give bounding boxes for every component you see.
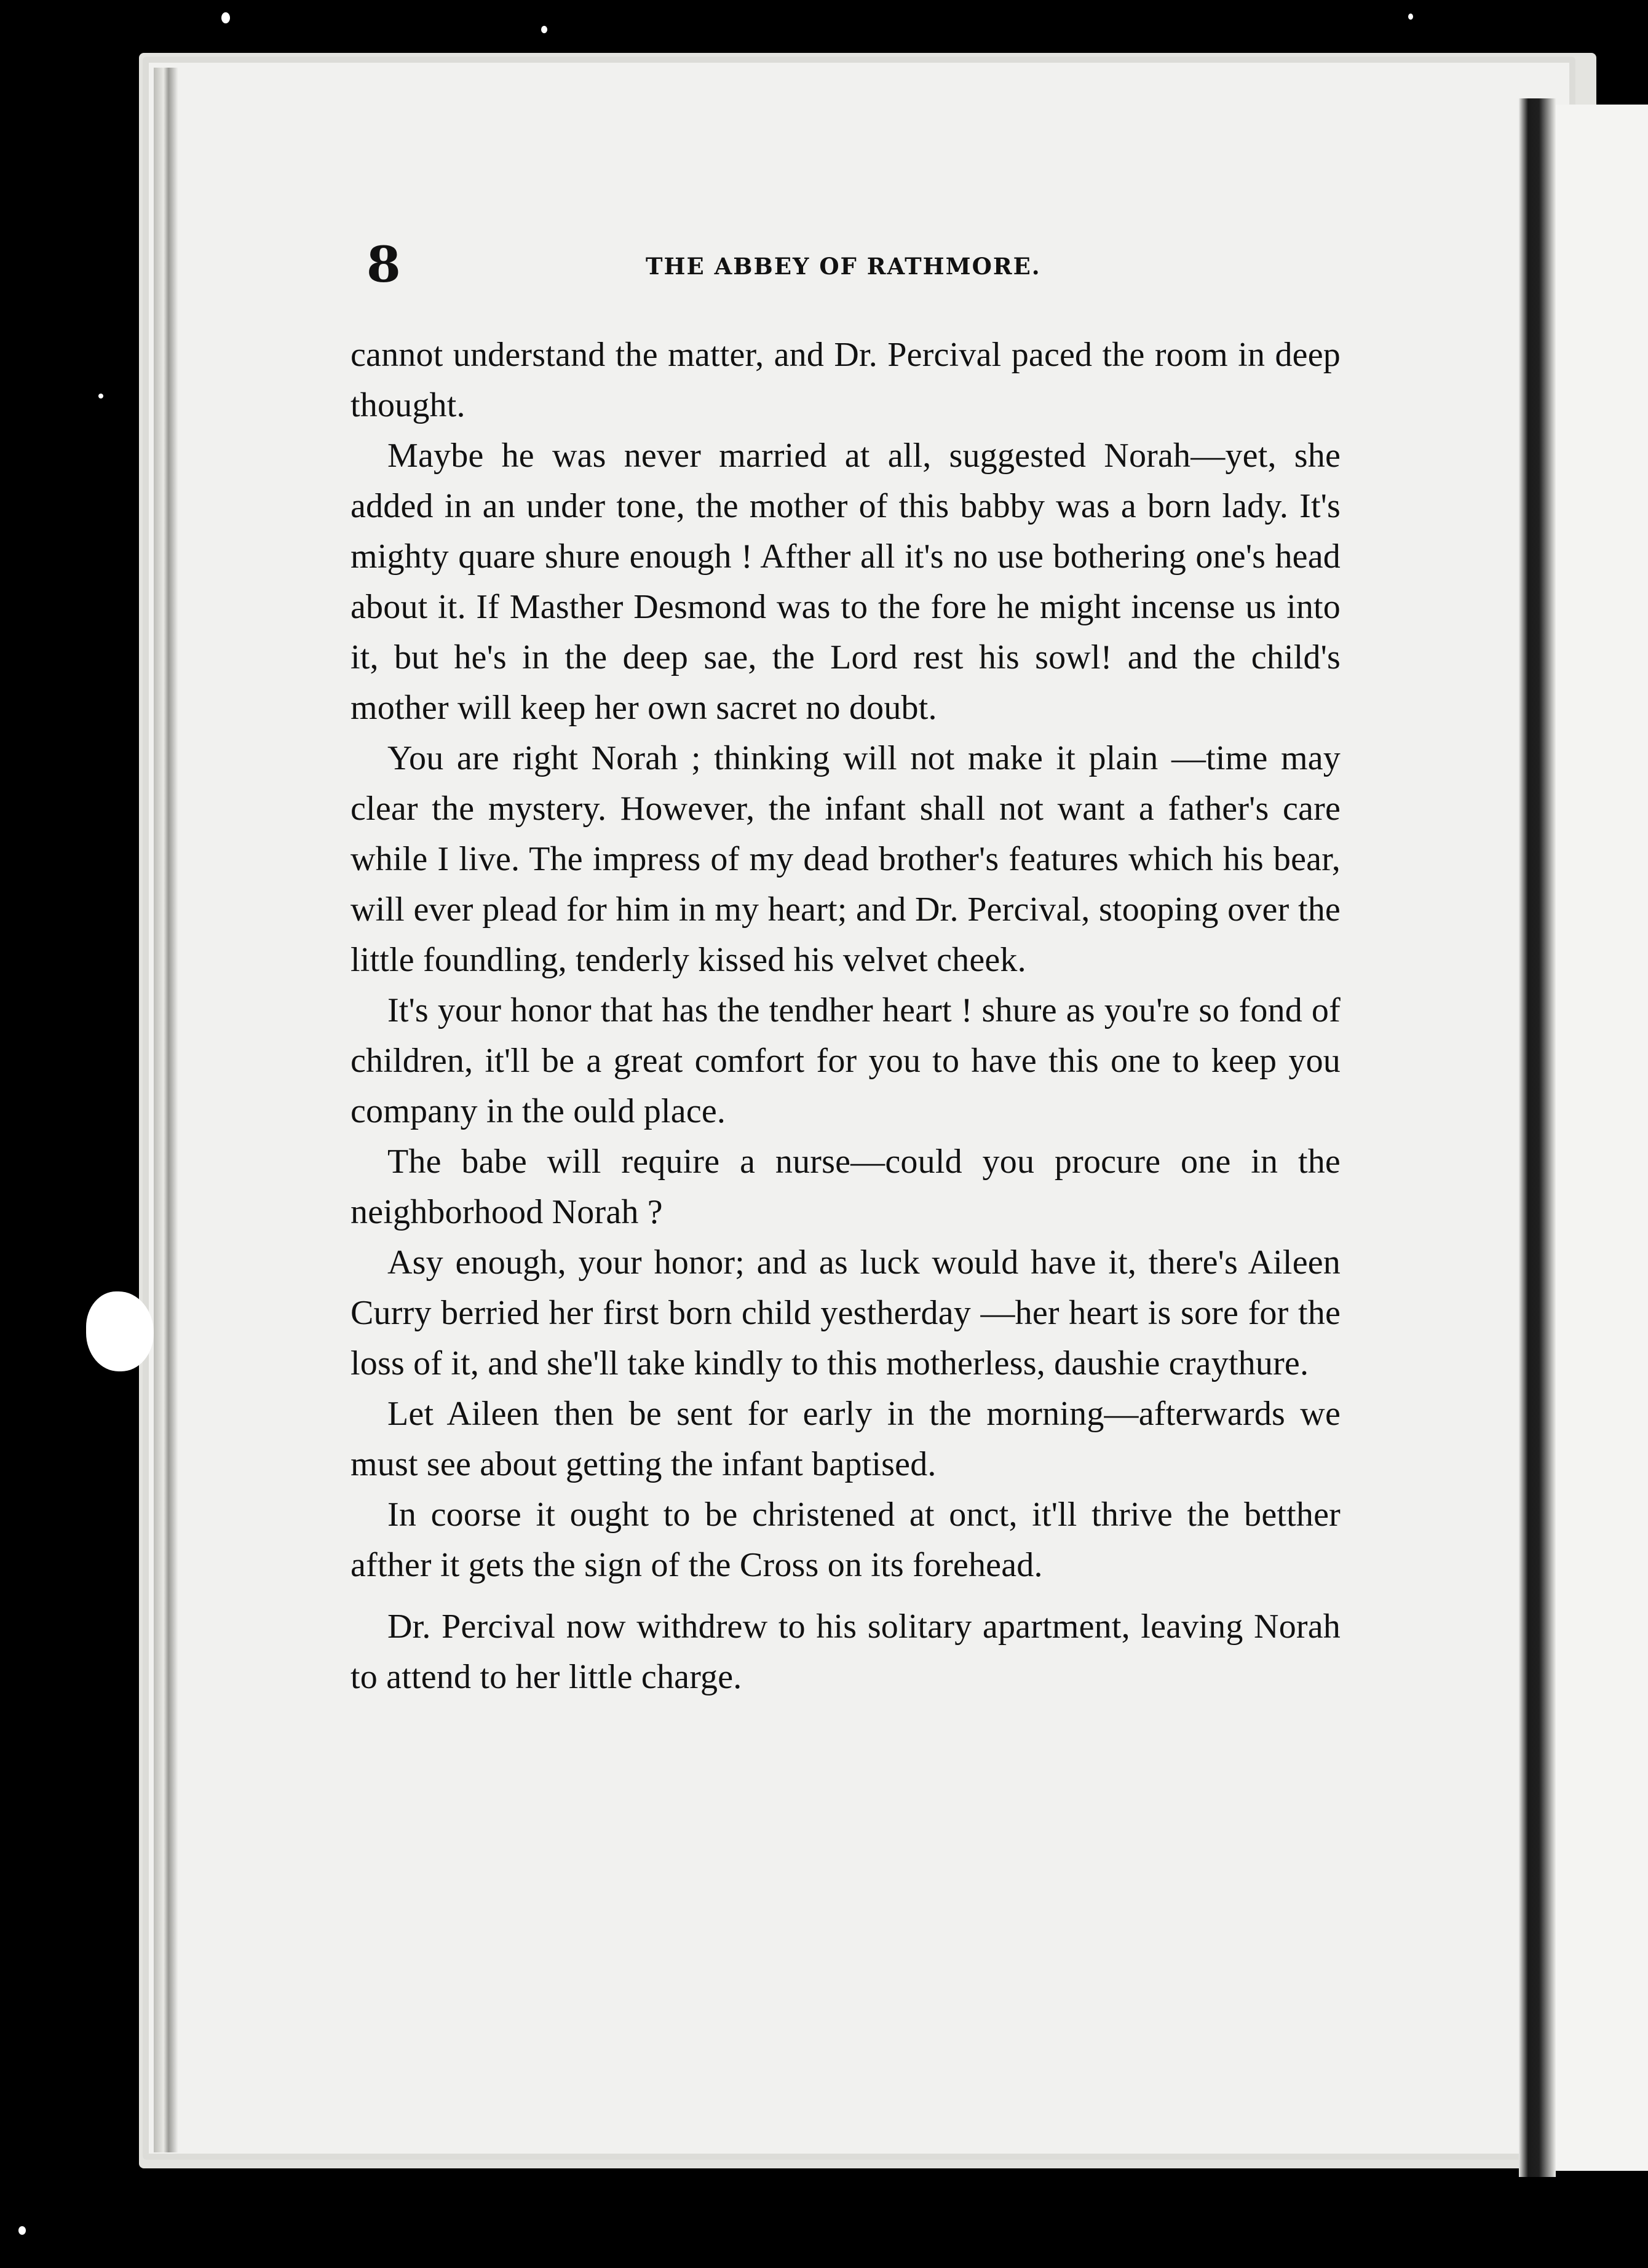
paragraph: Maybe he was never married at all, suggested Norah—yet, she added in an under tone, the mother of this babby was a born lady. It's mighty quare shure enough ! Afther all it's no use bothering one's head about it. If Masther Desmond was to the fore he might incense us into it, but he's in the deep sae, the Lord rest his sowl! and the child's mother will keep her own sacret no doubt. bbox=[351, 437, 1341, 727]
dust-speck bbox=[98, 394, 103, 398]
dust-speck bbox=[1408, 14, 1413, 20]
dust-speck bbox=[541, 26, 547, 33]
page-left-edge bbox=[154, 68, 178, 2152]
paragraph: The babe will require a nurse—could you procure one in the neighborhood Norah ? bbox=[351, 1143, 1341, 1231]
paragraph: Asy enough, your honor; and as luck would have it, there's Aileen Curry berried her first born child yestherday —her heart is sore for the loss of it, and she'll take kindly to this motherless, daushie craythure. bbox=[351, 1243, 1341, 1382]
paper-blotch bbox=[86, 1291, 154, 1371]
dust-speck bbox=[221, 12, 230, 23]
running-head bbox=[351, 236, 1341, 295]
page-number: 8 bbox=[366, 236, 401, 293]
paragraph: You are right Norah ; thinking will not make it plain —time may clear the mystery. However, the infant shall not want a father's care while I live. The impress of my dead brother's features which his bear, will ever plead for him in my heart; and Dr. Percival, stooping over the little foundling, tenderly kissed his velvet cheek. bbox=[351, 739, 1341, 979]
paragraph: cannot understand the matter, and Dr. Percival paced the room in deep thought. bbox=[351, 336, 1341, 424]
page-content bbox=[351, 236, 1341, 1702]
dust-speck bbox=[18, 2226, 26, 2235]
paragraph: In coorse it ought to be christened at onct, it'll thrive the betther afther it gets the sign of the Cross on its forehead. bbox=[351, 1496, 1341, 1584]
paragraph: Dr. Percival now withdrew to his solitary apartment, leaving Norah to attend to her little charge. bbox=[351, 1608, 1341, 1696]
facing-page-edge bbox=[1556, 105, 1648, 2171]
paragraph: It's your honor that has the tendher heart ! shure as you're so fond of children, it'll be a great comfort for you to have this one to keep you company in the ould place. bbox=[351, 991, 1341, 1130]
running-title: THE ABBEY OF RATHMORE. bbox=[646, 253, 1041, 280]
book-gutter bbox=[1519, 98, 1556, 2177]
paragraph: Let Aileen then be sent for early in the morning—afterwards we must see about getting the infant baptised. bbox=[351, 1395, 1341, 1483]
